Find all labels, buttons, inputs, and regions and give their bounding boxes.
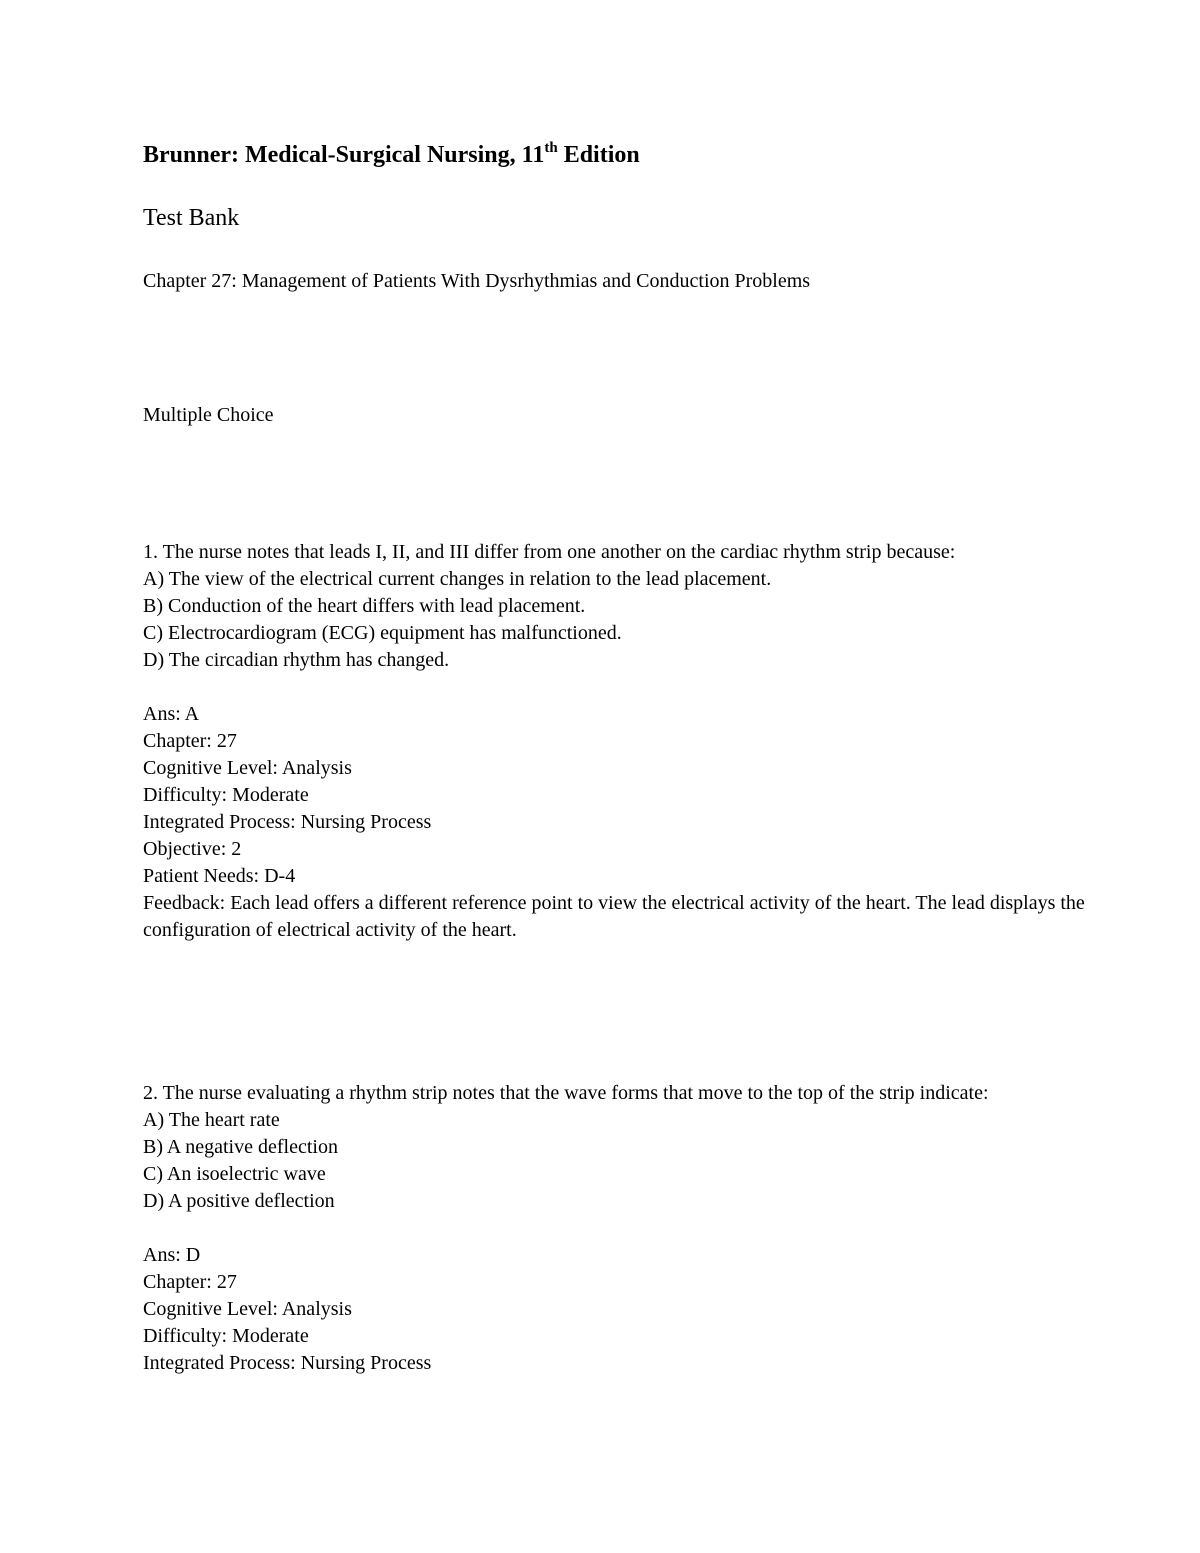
question-block (143, 1080, 1103, 1377)
question-metadata (143, 1242, 1103, 1377)
option-a: A) The heart rate (143, 1109, 280, 1131)
option-d: D) A positive deflection (143, 1190, 335, 1212)
chapter-line: Chapter: 27 (143, 1271, 237, 1293)
chapter-heading: Chapter 27: Management of Patients With Dysrhythmias and Conduction Problems (143, 270, 811, 292)
document-title (143, 142, 640, 169)
cognitive-level-line: Cognitive Level: Analysis (143, 1298, 352, 1320)
question-stem: 1. The nurse notes that leads I, II, and III differ from one another on the cardiac rhythm strip because: (143, 541, 956, 563)
option-a: A) The view of the electrical current changes in relation to the lead placement. (143, 568, 772, 590)
title-main: Brunner: Medical-Surgical Nursing, 11 (143, 142, 545, 168)
title-end: Edition (557, 142, 640, 168)
integrated-process-line: Integrated Process: Nursing Process (143, 1352, 432, 1374)
difficulty-line: Difficulty: Moderate (143, 1325, 309, 1347)
objective-line: Objective: 2 (143, 838, 242, 860)
answer-options (143, 1107, 1103, 1215)
option-d: D) The circadian rhythm has changed. (143, 649, 450, 671)
option-b: B) Conduction of the heart differs with lead placement. (143, 595, 586, 617)
cognitive-level-line: Cognitive Level: Analysis (143, 757, 352, 779)
option-c: C) Electrocardiogram (ECG) equipment has malfunctioned. (143, 622, 622, 644)
question-stem: 2. The nurse evaluating a rhythm strip notes that the wave forms that move to the top of the strip indicate: (143, 1082, 989, 1104)
answer-options (143, 566, 1103, 674)
answer-line: Ans: A (143, 703, 200, 725)
integrated-process-line: Integrated Process: Nursing Process (143, 811, 432, 833)
option-b: B) A negative deflection (143, 1136, 338, 1158)
option-c: C) An isoelectric wave (143, 1163, 326, 1185)
chapter-line: Chapter: 27 (143, 730, 237, 752)
section-heading: Multiple Choice (143, 404, 274, 426)
answer-line: Ans: D (143, 1244, 201, 1266)
document-subtitle: Test Bank (143, 205, 240, 231)
title-superscript: th (544, 140, 558, 156)
feedback-line: Feedback: Each lead offers a different reference point to view the electrical activity of the heart. The lead displays the configuration of electrical activity of the heart. (143, 892, 1085, 941)
patient-needs-line: Patient Needs: D-4 (143, 865, 296, 887)
question-block (143, 539, 1103, 944)
difficulty-line: Difficulty: Moderate (143, 784, 309, 806)
question-metadata (143, 701, 1103, 944)
document-page (143, 0, 1103, 1553)
